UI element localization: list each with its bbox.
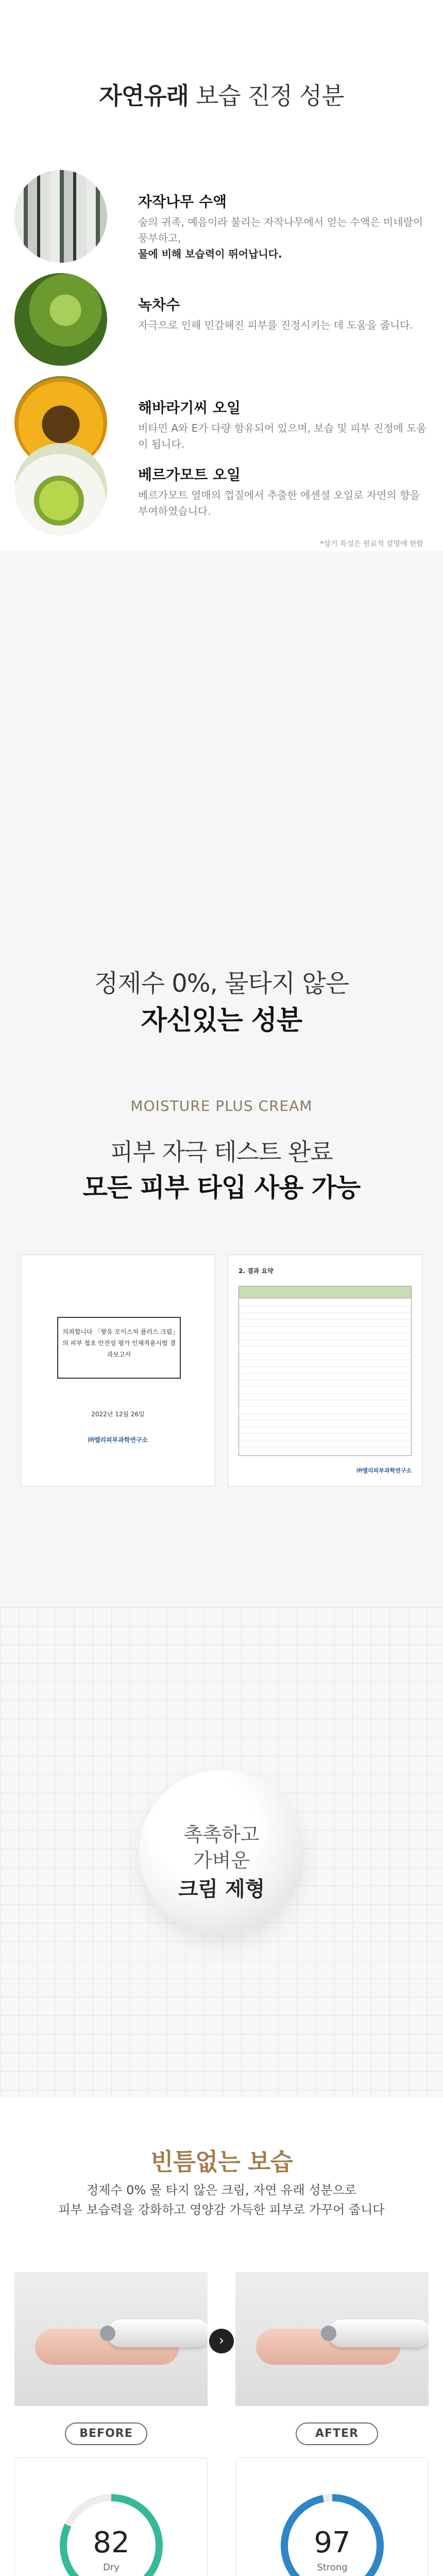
clean-line-1: 정제수 0%, 물타지 않은 xyxy=(94,969,349,998)
skin-test-section xyxy=(0,1118,443,1607)
ingredient-name: 베르가모트 오일 xyxy=(138,466,241,483)
ingredients-note: *상기 특성은 원료적 설명에 한함 xyxy=(320,540,423,548)
ingredient-green-tea xyxy=(14,273,427,366)
before-result-card xyxy=(14,2458,208,2576)
texture-line-1: 촉촉하고 xyxy=(183,1823,260,1846)
after-state: Strong xyxy=(317,2562,348,2573)
moisture-title: 빈틈없는 보습 xyxy=(150,2148,293,2176)
ingredient-desc: 자극으로 인해 민감해진 피부를 진정시키는 데 도움을 줍니다. xyxy=(138,319,413,331)
before-pill: BEFORE xyxy=(65,2422,147,2445)
texture-line-3: 크림 제형 xyxy=(178,1877,265,1901)
after-pill: AFTER xyxy=(296,2422,378,2445)
before-score: 82 xyxy=(93,2526,130,2560)
ingredient-desc: 비타민 A와 E가 다량 함유되어 있으며, 보습 및 피부 진정에 도움이 됩니다. xyxy=(138,422,427,450)
before-measure-photo xyxy=(14,2272,208,2406)
after-score: 97 xyxy=(314,2526,351,2560)
chevron-right-icon: › xyxy=(209,2329,234,2353)
product-eyebrow: MOISTURE PLUS CREAM xyxy=(130,1097,313,1114)
test-report-table xyxy=(228,1255,422,1486)
skin-meter-device xyxy=(328,2319,429,2347)
test-report-cover xyxy=(21,1255,215,1486)
after-result-card xyxy=(235,2458,429,2576)
bergamot-photo-icon xyxy=(14,443,107,536)
texture-line-2: 가벼운 xyxy=(193,1849,250,1872)
skin-test-line-1: 피부 자극 테스트 완료 xyxy=(110,1138,333,1166)
ingredient-name: 해바라기씨 오일 xyxy=(138,399,241,416)
ingredient-bergamot-oil xyxy=(14,443,427,536)
ingredient-name: 자작나무 수액 xyxy=(138,193,227,210)
skin-meter-device xyxy=(107,2319,208,2347)
clean-formula-section xyxy=(0,551,443,1118)
report-table-org: ㈜엘리피부과학연구소 xyxy=(356,1467,412,1474)
before-after-section xyxy=(0,2097,443,2576)
ingredient-birch-sap xyxy=(14,170,427,263)
before-state: Dry xyxy=(103,2562,120,2573)
report-title-box: 의뢰합니다 「향유 모이스처 플러스 크림」의 피부 첩포 안전성 평가 인체적용시험 결과보고서 xyxy=(57,1317,181,1379)
texture-section xyxy=(0,1607,443,2097)
report-table-head: 2. 결과 요약 xyxy=(238,1267,274,1275)
before-score-gauge xyxy=(60,2494,163,2576)
after-score-gauge xyxy=(281,2494,384,2576)
clean-line-2: 자신있는 성분 xyxy=(141,1005,302,1036)
report-table-rows xyxy=(238,1286,412,1456)
birch-photo-icon xyxy=(14,170,107,263)
moisture-subtitle: 정제수 0% 물 타지 않은 크림, 자연 유래 성분으로 피부 보습력을 강화하고 영양감 가득한 피부로 가꾸어 줍니다 xyxy=(58,2183,385,2217)
ingredients-title: 자연유래 보습 진정 성분 xyxy=(99,82,344,110)
skin-test-line-2: 모든 피부 타입 사용 가능 xyxy=(82,1173,361,1202)
green-tea-photo-icon xyxy=(14,273,107,366)
ingredient-name: 녹차수 xyxy=(138,296,180,313)
ingredient-desc: 베르가모트 열매의 껍질에서 추출한 에센셜 오일로 자연의 향을 부여하였습니다. xyxy=(138,489,420,517)
report-date: 2022년 12월 26일 xyxy=(91,1411,145,1418)
ingredients-section xyxy=(0,0,443,551)
report-org: ㈜엘리피부과학연구소 xyxy=(88,1436,148,1444)
ingredient-desc: 숲의 귀족, 예음이라 불리는 자작나무에서 얻는 수액은 미네랄이 풍부하고, 물에 비해 보습력이 뛰어납니다. xyxy=(138,216,423,260)
after-measure-photo xyxy=(235,2272,429,2406)
cream-swatch xyxy=(139,1770,304,1935)
